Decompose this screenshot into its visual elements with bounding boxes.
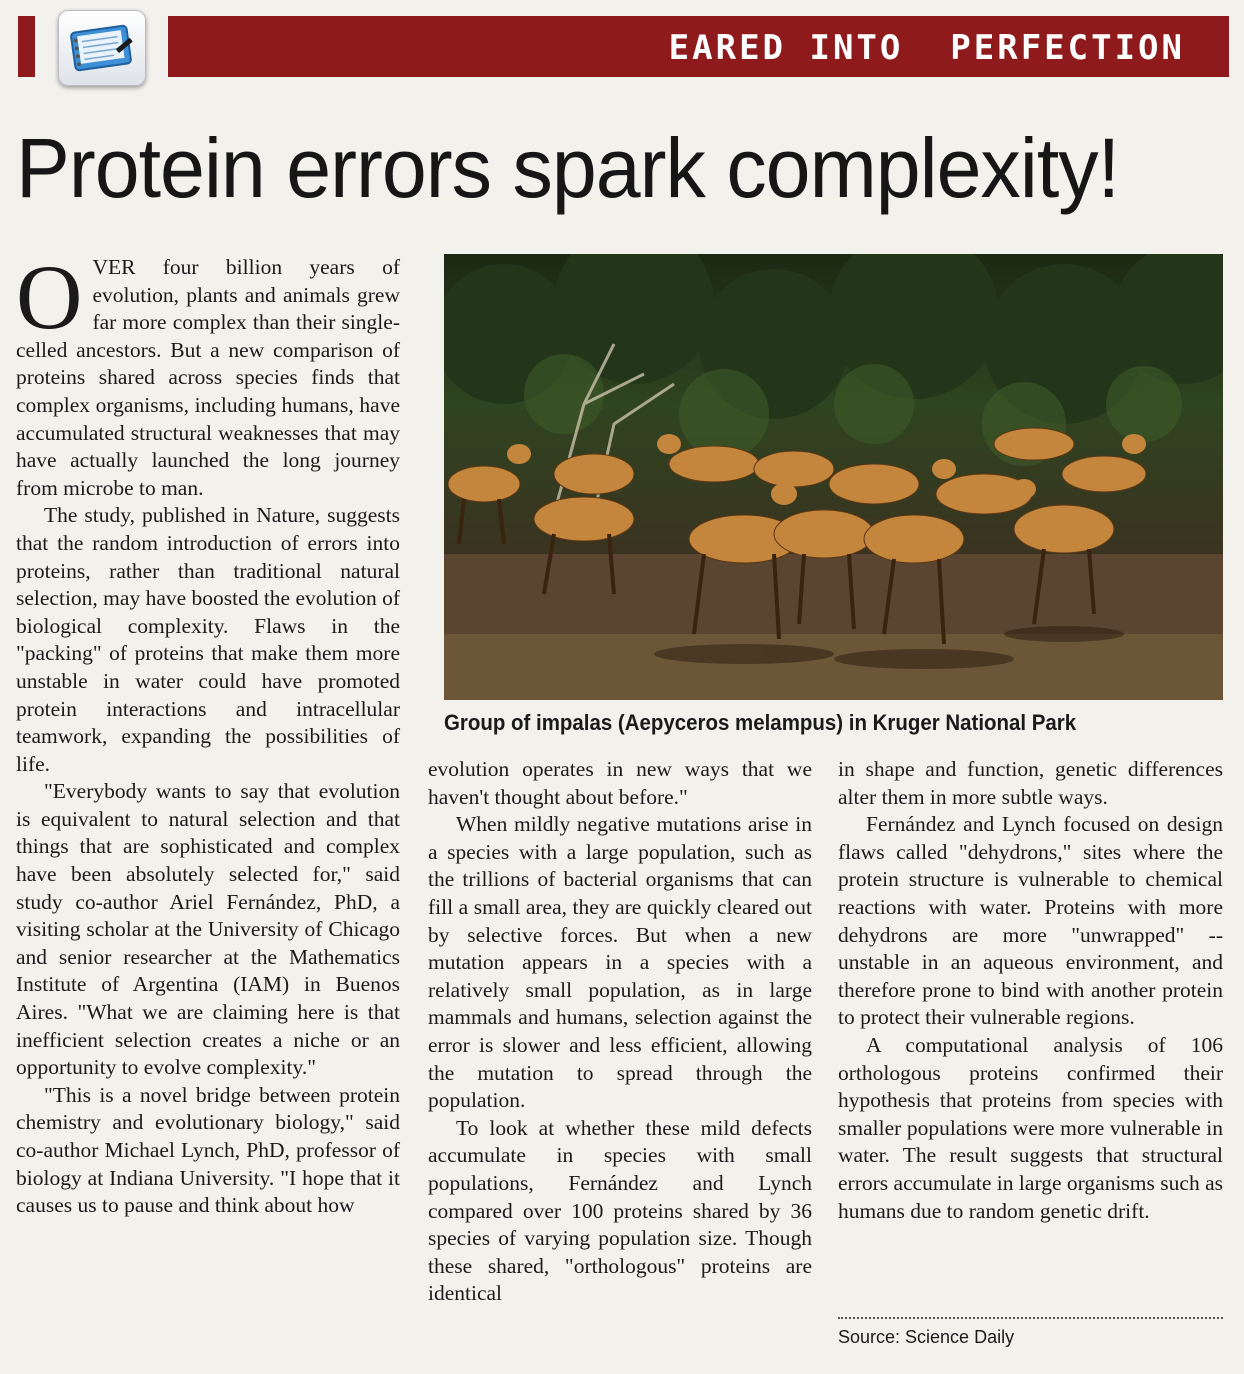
- photo-caption: Group of impalas (Aepyceros melampus) in Kruger National Park: [444, 710, 1077, 735]
- source-credit: Source: Science Daily: [838, 1327, 1015, 1347]
- source-divider: [838, 1317, 1223, 1319]
- paragraph-4: "This is a novel bridge between protein chemistry and evolutionary biology," said co-author Michael Lynch, PhD, professor of biology at Indiana University. "I hope that it causes us to pause and think about how: [16, 1082, 400, 1218]
- dropcap: O: [16, 246, 83, 348]
- paragraph-7: Fernández and Lynch focused on design flaws called "dehydrons," sites where the protein structure is vulnerable to chemical reactions with water. Proteins with more dehydrons are more "unwrapped" -- unstable in an aqueous environment, and therefore prone to bind with another protein to protect their vulnerable regions.: [838, 812, 1223, 1030]
- headline: Protein errors spark complexity!: [16, 121, 1120, 215]
- paragraph-3: "Everybody wants to say that evolution is equivalent to natural selection and that things that are sophisticated and complex have been absolutely selected for," said study co-author Ariel Fernández, PhD, a visiting scholar at the University of Chicago and senior researcher at the Mathematics Institute of Argentina (IAM) in Buenos Aires. "What we are claiming here is that inefficient selection creates a niche or an opportunity to evolve complexity.": [16, 779, 400, 1080]
- impala-illustration: [444, 254, 1223, 700]
- impala-photo: [444, 254, 1223, 700]
- paragraph-1: VER four billion years of evolution, plants and animals grew far more complex than their single-celled ancestors. But a new comparison of proteins shared across species finds that complex organisms, including humans, have accumulated structural weaknesses that may have actually launched the long journey from microbe to man.: [16, 255, 400, 500]
- notebook-icon: [67, 19, 137, 77]
- paragraph-4-continued: evolution operates in new ways that we haven't thought about before.": [428, 757, 812, 809]
- section-title: EARED INTO PERFECTION: [668, 28, 1185, 68]
- paragraph-6-continued: in shape and function, genetic differences alter them in more subtle ways.: [838, 757, 1223, 809]
- paragraph-8: A computational analysis of 106 orthologous proteins confirmed their hypothesis that proteins from species with smaller populations were more vulnerable in water. The result suggests that structural errors accumulate in large organisms such as humans due to random genetic drift.: [838, 1032, 1223, 1223]
- paragraph-6: To look at whether these mild defects accumulate in species with small populations, Fernández and Lynch compared over 100 proteins shared by 36 species of varying population size. Though these shared, "orthologous" proteins are identical: [428, 1115, 812, 1306]
- paragraph-2: The study, published in Nature, suggests that the random introduction of errors into proteins, rather than traditional natural selection, may have boosted the evolution of biological complexity. Flaws in the "packing" of proteins that make them more unstable in water could have promoted protein interactions and intracellular teamwork, expanding the possibilities of life.: [16, 503, 400, 776]
- section-logo: [58, 10, 146, 86]
- article-column-2: [428, 756, 812, 1308]
- section-banner: [168, 16, 1229, 77]
- article-column-1: [16, 246, 400, 1220]
- article-column-3: [838, 756, 1223, 1225]
- paragraph-5: When mildly negative mutations arise in a species with a large population, such as the trillions of bacterial organisms that can fill a small area, they are quickly cleared out by selective forces. But when a new mutation appears in a species with a relatively small population, as in large mammals and humans, selection against the error is slower and less efficient, allowing the mutation to spread through the population.: [428, 812, 812, 1113]
- left-accent-block: [18, 16, 35, 77]
